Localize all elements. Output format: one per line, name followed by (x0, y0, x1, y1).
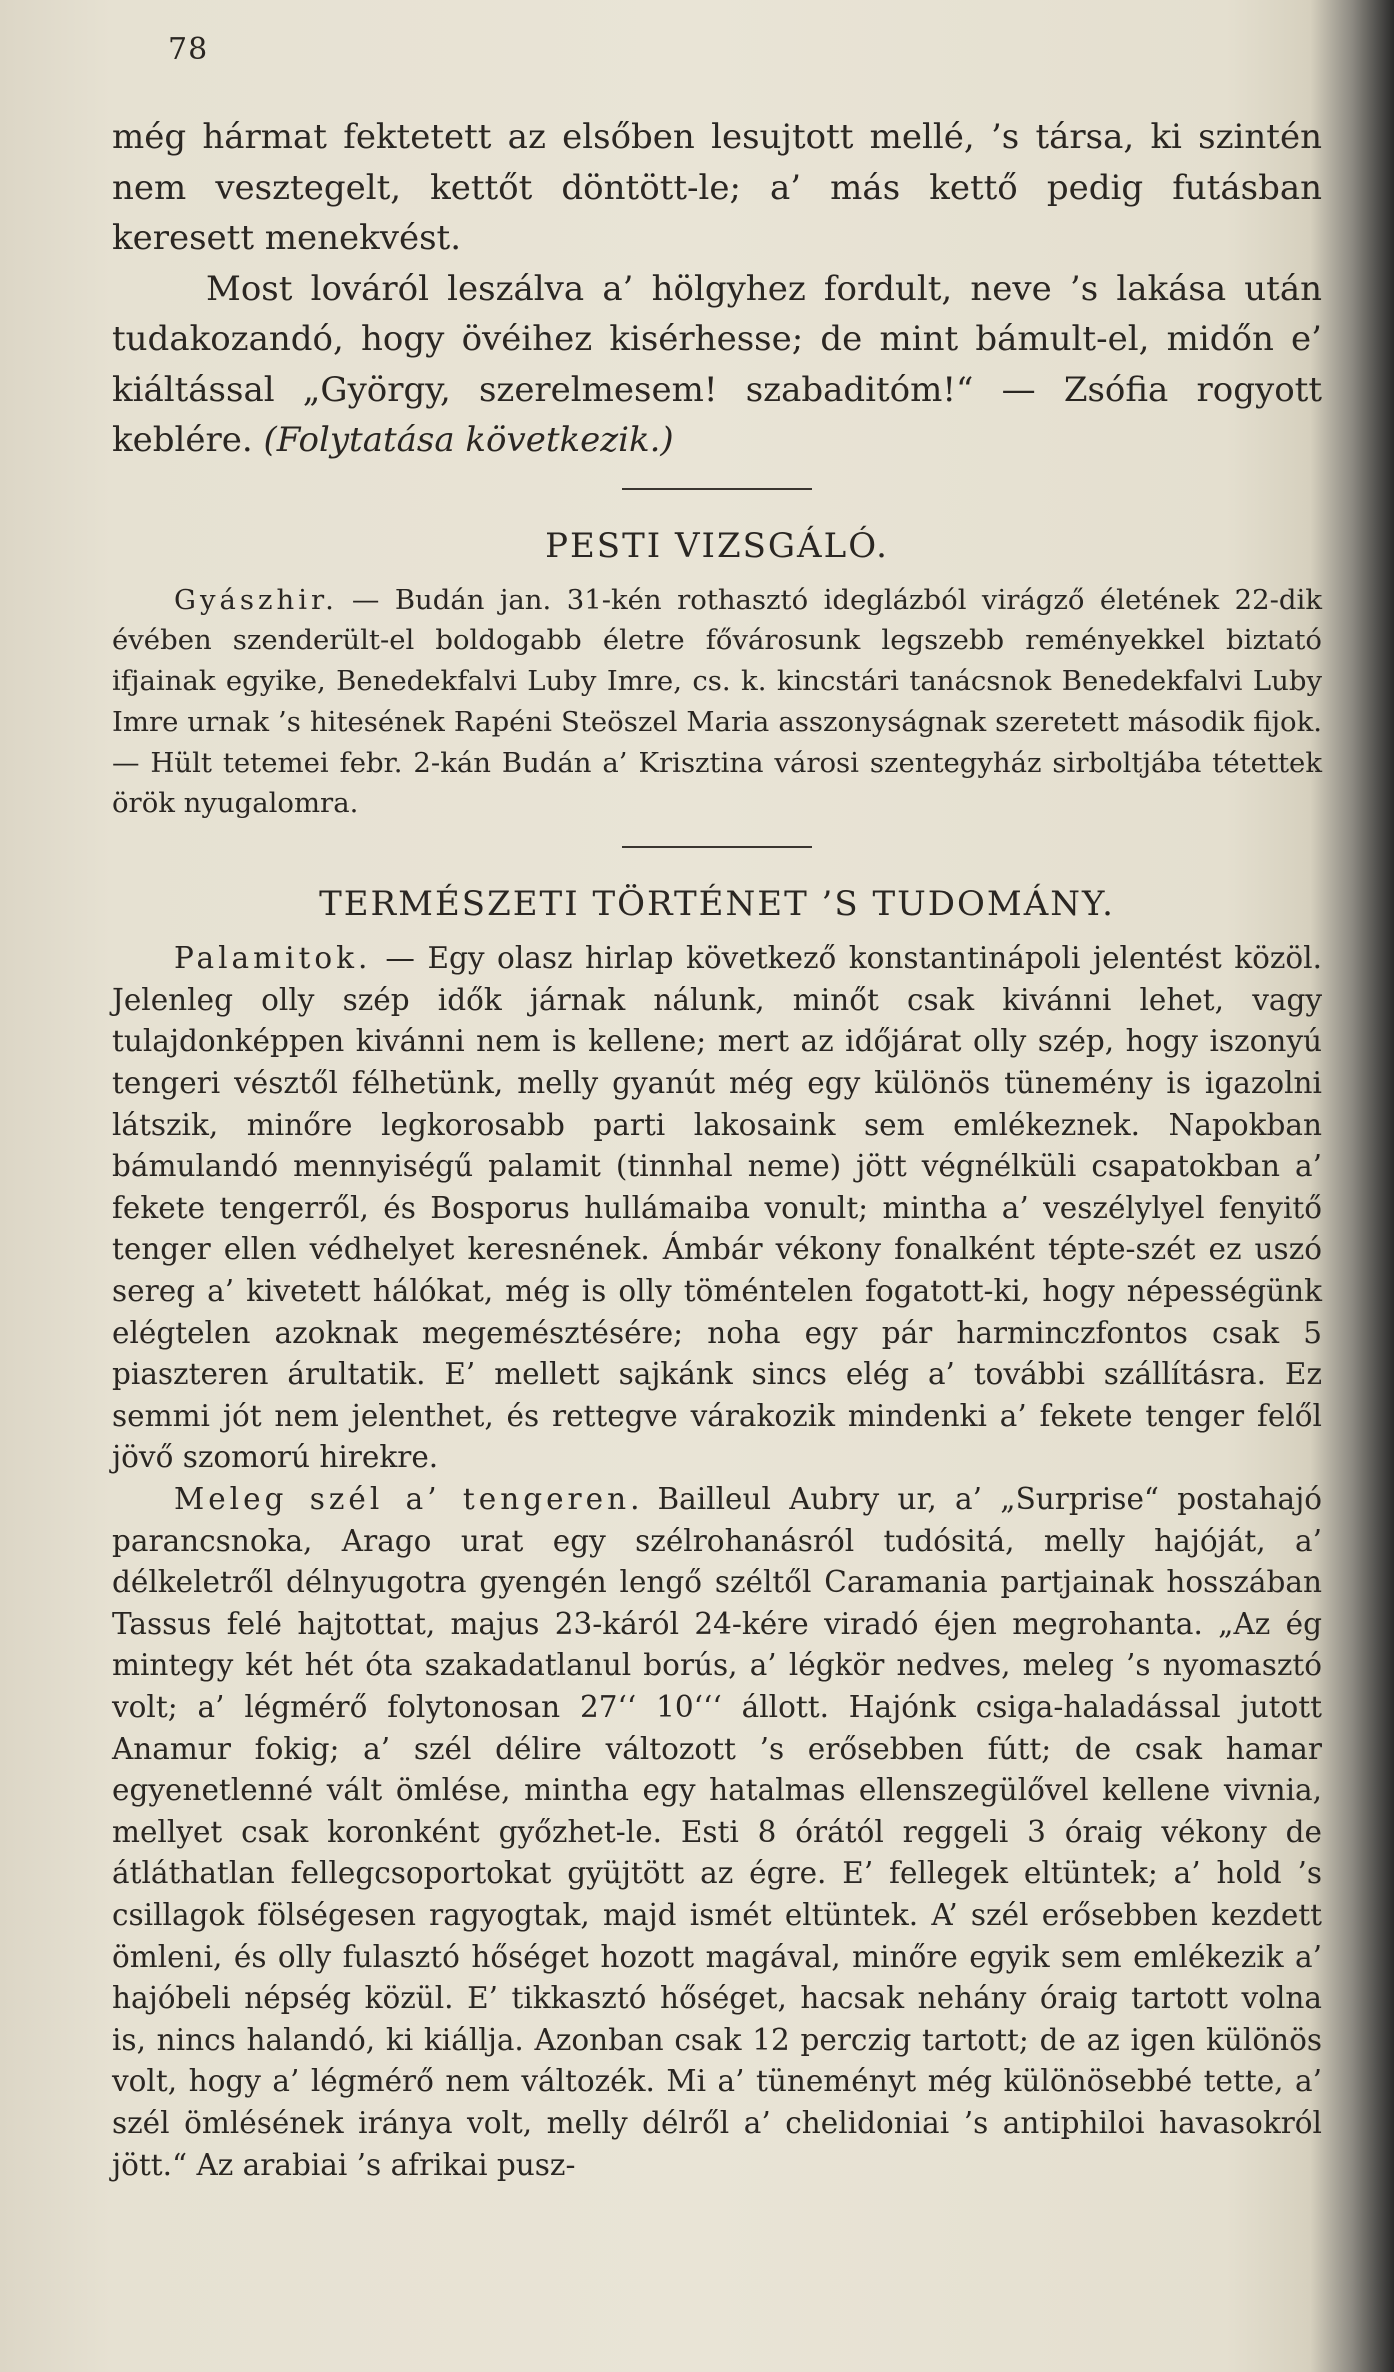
page-number: 78 (168, 32, 209, 67)
obituary-text: — Budán jan. 31-kén rothasztó ideglázból virágző életének 22-dik évében szenderült-el boldogabb életre fővárosunk legszebb reményekkel biztató ifjainak egyike, Benedekfalvi Luby Imre, cs. k. kincstári tanácsnok Benedekfalvi Luby Imre urnak ’s hitesének Rapéni Steöszel Maria asszonyságnak szeretett második fijok. — Hült tetemei febr. 2-kán Budán a’ Krisztina városi szentegyház sirboltjába tétettek örök nyugalomra. (112, 583, 1322, 820)
palamitok-text: — Egy olasz hirlap következő konstantinápoli jelentést közöl. Jelenleg olly szép idők járnak nálunk, minőt csak kivánni lehet, vagy tulajdonképpen kivánni nem is kellene; mert az időjárat olly szép, hogy iszonyú tengeri vésztől félhetünk, melly gyanút még egy különös tünemény is igazolni látszik, minőre legkorosabb parti lakosaink sem emlékeznek. Napokban bámulandó mennyiségű palamit (tinnhal neme) jött végnélküli csapatokban a’ fekete tengerről, és Bosporus hullámaiba vonult; mintha a’ veszélylyel fenyitő tenger ellen védhelyet keresnének. Ámbár vékony fonalként tépte-szét ez uszó sereg a’ kivetett hálókat, még is olly töméntelen fogatott-ki, hogy népességünk elégtelen azoknak megemésztésére; noha egy pár harminczfontos csak 5 piaszteren árultatik. E’ mellett sajkánk sincs elég a’ további szállításra. Ez semmi jót nem jelenthet, és rettegve várakozik mindenki a’ fekete tenger felől jövő szomorú hirekre. (112, 941, 1322, 1475)
section-title-pesti-vizsgalo: PESTI VIZSGÁLÓ. (545, 525, 889, 566)
meleg-szel-text: Bailleul Aubry ur, a’ „Surprise“ postahajó parancsnoka, Arago urat egy szélrohanásról tudósitá, melly hajóját, a’ délkeletről délnyugotra gyengén lengő széltől Caramania partjainak hosszában Tassus felé hajtottat, majus 23-káról 24-kére viradó éjen megrohanta. „Az ég mintegy két hét óta szakadatlanul borús, a’ légkör nedves, meleg ’s nyomasztó volt; a’ légmérő folytonosan 27‘‘ 10‘‘‘ állott. Hajónk csiga-haladással jutott Anamur fokig; a’ szél délire változott ’s erősebben fútt; de csak hamar egyenetlenné vált ömlése, mintha egy hatalmas ellenszegülővel kellene vivnia, mellyet csak koronként győzhet-le. Esti 8 órától reggeli 3 óraig vékony de átláthatlan fellegcsoportokat gyüjtött az égre. E’ fellegek eltüntek; a’ hold ’s csillagok fölségesen ragyogtak, majd ismét eltüntek. A’ szél erősebben kezdett ömleni, és olly fulasztó hőséget hozott magával, minőre egyik sem emlékezik a’ hajóbeli népség közül. E’ tikkasztó hőséget, hacsak nehány óraig tartott volna is, nincs halandó, ki kiállja. Azonban csak 12 perczig tartott; de az igen különös volt, hogy a’ légmérő nem változék. Mi a’ tüneményt még különösebbé tette, a’ szél ömlésének iránya volt, melly délről a’ chelidoniai ’s antiphiloi havasokról jött.“ Az arabiai ’s afrikai pusz- (112, 1482, 1322, 2182)
story-paragraph-1: még hármat fektetett az elsőben lesujtott mellé, ’s társa, ki szintén nem vesztegelt, kettőt döntött-le; a’ más kettő pedig futásban keresett menekvést. (112, 117, 1322, 258)
continuation-note: (Folytatása következik.) (263, 420, 674, 460)
section-title-termeszeti: TERMÉSZETI TÖRTÉNET ’S TUDOMÁNY. (319, 884, 1115, 925)
page-content (112, 112, 1322, 2186)
story-paragraph-2-text: Most lováról leszálva a’ hölgyhez fordult, neve ’s lakása után tudakozandó, hogy övéihez kisérhesse; de mint bámult-el, midőn e’ kiáltással „György, szerelmesem! szabaditóm!“ — Zsófia rogyott keblére. (112, 268, 1322, 460)
section-divider (622, 846, 812, 848)
obituary-paragraph (112, 580, 1322, 825)
palamitok-paragraph (112, 938, 1322, 1479)
section-divider (622, 488, 812, 490)
meleg-szel-paragraph (112, 1479, 1322, 2186)
meleg-szel-heading: Meleg szél a’ tengeren. (174, 1482, 644, 1516)
story-paragraph-2 (112, 264, 1322, 466)
palamitok-heading: Palamitok. (174, 941, 372, 976)
obituary-heading: Gyászhir. (174, 583, 338, 616)
